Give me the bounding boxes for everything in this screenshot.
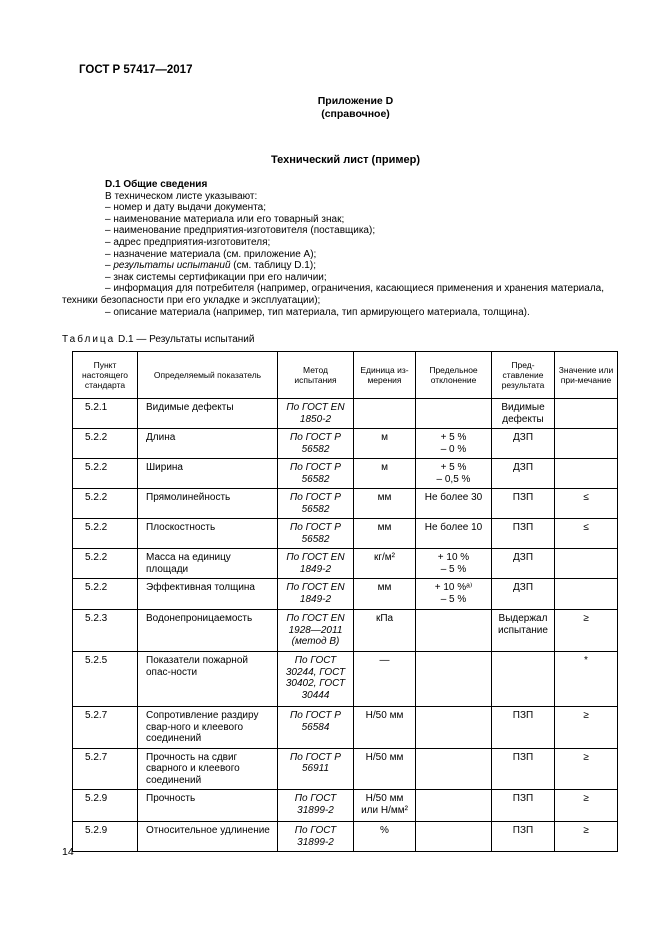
table-cell: По ГОСТ Р 56582: [278, 429, 354, 459]
table-body: [73, 399, 618, 852]
table-cell: ПЗП: [492, 748, 555, 790]
section-item: – назначение материала (см. приложение А);: [105, 248, 317, 260]
column-header: Значение или при-мечание: [555, 352, 618, 399]
table-cell: [555, 399, 618, 429]
table-row: [73, 652, 618, 707]
table-header-row: [73, 352, 618, 399]
table-cell: + 5 % – 0 %: [416, 429, 492, 459]
table-cell: По ГОСТ 30244, ГОСТ 30402, ГОСТ 30444: [278, 652, 354, 707]
table-cell: м: [354, 429, 416, 459]
table-cell: Видимые дефекты: [492, 399, 555, 429]
table-cell: 5.2.9: [73, 790, 138, 822]
table-cell: Не более 30: [416, 489, 492, 519]
table-cell: Эффективная толщина: [138, 579, 278, 610]
table-row: [73, 399, 618, 429]
table-cell: ДЗП: [492, 459, 555, 489]
table-cell: ДЗП: [492, 579, 555, 610]
table-cell: [492, 652, 555, 707]
table-cell: ≥: [555, 748, 618, 790]
table-cell: + 10 % – 5 %: [416, 549, 492, 579]
table-cell: ПЗП: [492, 790, 555, 822]
table-cell: ДЗП: [492, 429, 555, 459]
table-row: [73, 579, 618, 610]
table-cell: По ГОСТ 31899-2: [278, 822, 354, 852]
annex-heading: [0, 95, 661, 121]
table-row: [73, 489, 618, 519]
column-header: Метод испытания: [278, 352, 354, 399]
column-header: Предельное отклонение: [416, 352, 492, 399]
table-cell: 5.2.2: [73, 549, 138, 579]
table-cell: Выдержал испытание: [492, 610, 555, 652]
table-row: [73, 429, 618, 459]
table-row: [73, 748, 618, 790]
table-cell: ПЗП: [492, 489, 555, 519]
table-cell: Сопротивление раздиру свар-ного и клеевого соединений: [138, 707, 278, 749]
annex-title: Приложение D: [317, 95, 394, 107]
table-cell: ДЗП: [492, 549, 555, 579]
column-header: Пред-ставление результата: [492, 352, 555, 399]
table-cell: кПа: [354, 610, 416, 652]
table-cell: ПЗП: [492, 822, 555, 852]
table-row: [73, 610, 618, 652]
document-code: ГОСТ Р 57417—2017: [79, 64, 193, 76]
table-row: [73, 519, 618, 549]
table-cell: ≥: [555, 610, 618, 652]
table-cell: Не более 10: [416, 519, 492, 549]
table-row: [73, 549, 618, 579]
table-cell: Водонепроницаемость: [138, 610, 278, 652]
table-cell: Н/50 мм: [354, 748, 416, 790]
table-cell: [416, 748, 492, 790]
annex-subtitle: (справочное): [321, 108, 390, 120]
section-item: – наименование материала или его товарный знак;: [105, 213, 345, 225]
table-cell: По ГОСТ 31899-2: [278, 790, 354, 822]
section-items: [105, 202, 625, 260]
section-heading: D.1 Общие сведения: [105, 179, 208, 190]
table-cell: [416, 610, 492, 652]
table-cell: Прочность на сдвиг сварного и клеевого соединений: [138, 748, 278, 790]
table-cell: кг/м²: [354, 549, 416, 579]
table-cell: [555, 579, 618, 610]
table-cell: ПЗП: [492, 707, 555, 749]
table-cell: мм: [354, 579, 416, 610]
table-cell: [555, 429, 618, 459]
table-row: [73, 459, 618, 489]
table-cell: ПЗП: [492, 519, 555, 549]
table-cell: 5.2.2: [73, 429, 138, 459]
table-caption: Таблица D.1 — Результаты испытаний: [62, 334, 255, 345]
table-cell: По ГОСТ Р 56911: [278, 748, 354, 790]
table-cell: Относительное удлинение: [138, 822, 278, 852]
table-cell: [416, 822, 492, 852]
results-table: [72, 351, 618, 852]
table-cell: ≥: [555, 790, 618, 822]
table-cell: Прочность: [138, 790, 278, 822]
general-info-section: [62, 179, 625, 318]
table-cell: м: [354, 459, 416, 489]
table-cell: 5.2.1: [73, 399, 138, 429]
table-cell: 5.2.3: [73, 610, 138, 652]
table-cell: Показатели пожарной опас-ности: [138, 652, 278, 707]
table-cell: Масса на единицу площади: [138, 549, 278, 579]
table-cell: ≥: [555, 707, 618, 749]
section-item: – адрес предприятия-изготовителя;: [105, 236, 271, 248]
section-item-cert: – знак системы сертификации при его наличии;: [105, 271, 327, 283]
table-cell: + 10 %ᵃ⁾ – 5 %: [416, 579, 492, 610]
table-cell: %: [354, 822, 416, 852]
table-cell: мм: [354, 489, 416, 519]
table-cell: Ширина: [138, 459, 278, 489]
table-cell: [416, 652, 492, 707]
table-cell: Н/50 мм: [354, 707, 416, 749]
table-cell: По ГОСТ EN 1850-2: [278, 399, 354, 429]
table-cell: Видимые дефекты: [138, 399, 278, 429]
table-cell: [416, 790, 492, 822]
table-cell: + 5 % – 0,5 %: [416, 459, 492, 489]
section-item: – номер и дату выдачи документа;: [105, 202, 267, 214]
page-number: 14: [62, 846, 74, 858]
table-cell: [416, 707, 492, 749]
section-item-info: – информация для потребителя (например, ограничения, касающиеся применения и хранения материала,: [105, 283, 604, 295]
column-header: Единица из-мерения: [354, 352, 416, 399]
table-cell: [555, 459, 618, 489]
table-cell: По ГОСТ EN 1849-2: [278, 579, 354, 610]
table-cell: По ГОСТ Р 56582: [278, 459, 354, 489]
table-cell: ≤: [555, 519, 618, 549]
table-cell: По ГОСТ Р 56582: [278, 519, 354, 549]
column-header: Определяемый показатель: [138, 352, 278, 399]
table-row: [73, 790, 618, 822]
table-row: [73, 822, 618, 852]
section-item: – наименование предприятия-изготовителя (поставщика);: [105, 225, 376, 237]
table-cell: 5.2.7: [73, 748, 138, 790]
table-cell: мм: [354, 519, 416, 549]
table-cell: Прямолинейность: [138, 489, 278, 519]
sheet-title: Технический лист (пример): [271, 154, 420, 166]
table-cell: ≥: [555, 822, 618, 852]
table-cell: 5.2.5: [73, 652, 138, 707]
table-cell: 5.2.2: [73, 459, 138, 489]
table-cell: Плоскостность: [138, 519, 278, 549]
table-cell: По ГОСТ Р 56582: [278, 489, 354, 519]
table-cell: ≤: [555, 489, 618, 519]
table-cell: 5.2.2: [73, 489, 138, 519]
section-intro: В техническом листе указывают:: [105, 190, 258, 202]
table-cell: [354, 399, 416, 429]
table-row: [73, 707, 618, 749]
table-cell: *: [555, 652, 618, 707]
table-cell: 5.2.7: [73, 707, 138, 749]
column-header: Пункт настоящего стандарта: [73, 352, 138, 399]
section-item-description: – описание материала (например, тип материала, тип армирующего материала, толщина).: [105, 306, 530, 318]
table-cell: Длина: [138, 429, 278, 459]
table-cell: [555, 549, 618, 579]
table-cell: По ГОСТ EN 1928—2011 (метод В): [278, 610, 354, 652]
table-cell: —: [354, 652, 416, 707]
table-cell: 5.2.2: [73, 519, 138, 549]
section-item-info-continued: техники безопасности при его укладке и эксплуатации);: [62, 294, 321, 306]
table-cell: 5.2.9: [73, 822, 138, 852]
table-cell: 5.2.2: [73, 579, 138, 610]
table-cell: Н/50 мм или Н/мм²: [354, 790, 416, 822]
table-cell: По ГОСТ EN 1849-2: [278, 549, 354, 579]
table-cell: [416, 399, 492, 429]
table-cell: По ГОСТ Р 56584: [278, 707, 354, 749]
section-item-results: – результаты испытаний (см. таблицу D.1);: [105, 260, 316, 272]
